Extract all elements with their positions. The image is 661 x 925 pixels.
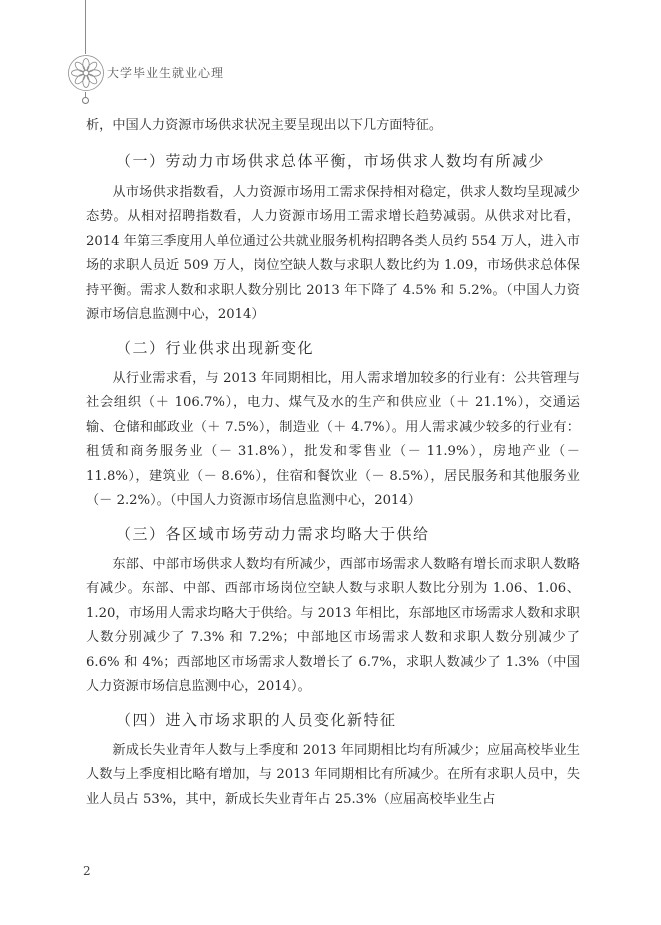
header-rule-top (85, 0, 86, 54)
section-heading-2: （二）行业供求出现新变化 (116, 338, 315, 357)
header-ornament-dot (82, 97, 89, 104)
section-paragraph-4: 新成长失业青年人数与上季度和 2013 年同期相比均有所减少；应届高校毕业生人数与上季度相比略有增加，与 2013 年同期相比有所减少。在所有求职人员中，失业人员占 53%，其中，新成长失业青年占 25.3%（应届高校毕业生占 (86, 742, 580, 807)
page-body (86, 114, 580, 812)
intro-paragraph: 析，中国人力资源市场供求状况主要呈现出以下几方面特征。 (86, 118, 443, 133)
section-heading-4: （四）进入市场求职的人员变化新特征 (116, 710, 397, 729)
running-header-title: 大学毕业生就业心理 (107, 66, 225, 80)
section-heading-1: （一）劳动力市场供求总体平衡，市场供求人数均有所减少 (116, 151, 546, 170)
section-paragraph-3: 东部、中部市场供求人数均有所减少，西部市场需求人数略有增长而求职人数略有减少。东部、中部、西部市场岗位空缺人数与求职人数比分别为 1.06、1.06、1.20，市场用人需求均略大于供给。与 2013 年相比，东部地区市场需求人数和求职人数分别减少了 7.3% 和 7.2%；中部地区市场需求人数和求职人数分别减少了 6.6% 和 4%；西部地区市场需求人数增长了 6.7%，求职人数减少了 1.3%（中国人力资源市场信息监测中心，2014）。 (86, 556, 580, 694)
page-number: 2 (83, 864, 91, 878)
section-heading-3: （三）各区域市场劳动力需求均略大于供给 (116, 524, 430, 543)
floral-emblem-icon (67, 54, 105, 92)
section-paragraph-1: 从市场供求指数看，人力资源市场用工需求保持相对稳定，供求人数均呈现减少态势。从相对招聘指数看，人力资源市场用工需求增长趋势减弱。从供求对比看，2014 年第三季度用人单位通过公共就业服务机构招聘各类人员约 554 万人，进入市场的求职人员近 509 万人，岗位空缺人数与求职人数比约为 1.09，市场供求总体保持平衡。需求人数和求职人数分别比 2013 年下降了 4.5% 和 5.2%。（中国人力资源市场信息监测中心，2014） (86, 184, 580, 322)
section-paragraph-2: 从行业需求看，与 2013 年同期相比，用人需求增加较多的行业有：公共管理与社会组织（＋ 106.7%），电力、煤气及水的生产和供应业（＋ 21.1%），交通运输、仓储和邮政业（＋ 7.5%），制造业（＋ 4.7%）。用人需求减少较多的行业有：租赁和商务服务业（－ 31.8%），批发和零售业（－ 11.9%），房地产业（－ 11.8%），建筑业（－ 8.6%），住宿和餐饮业（－ 8.5%），居民服务和其他服务业（－ 2.2%）。（中国人力资源市场信息监测中心，2014） (86, 370, 580, 508)
